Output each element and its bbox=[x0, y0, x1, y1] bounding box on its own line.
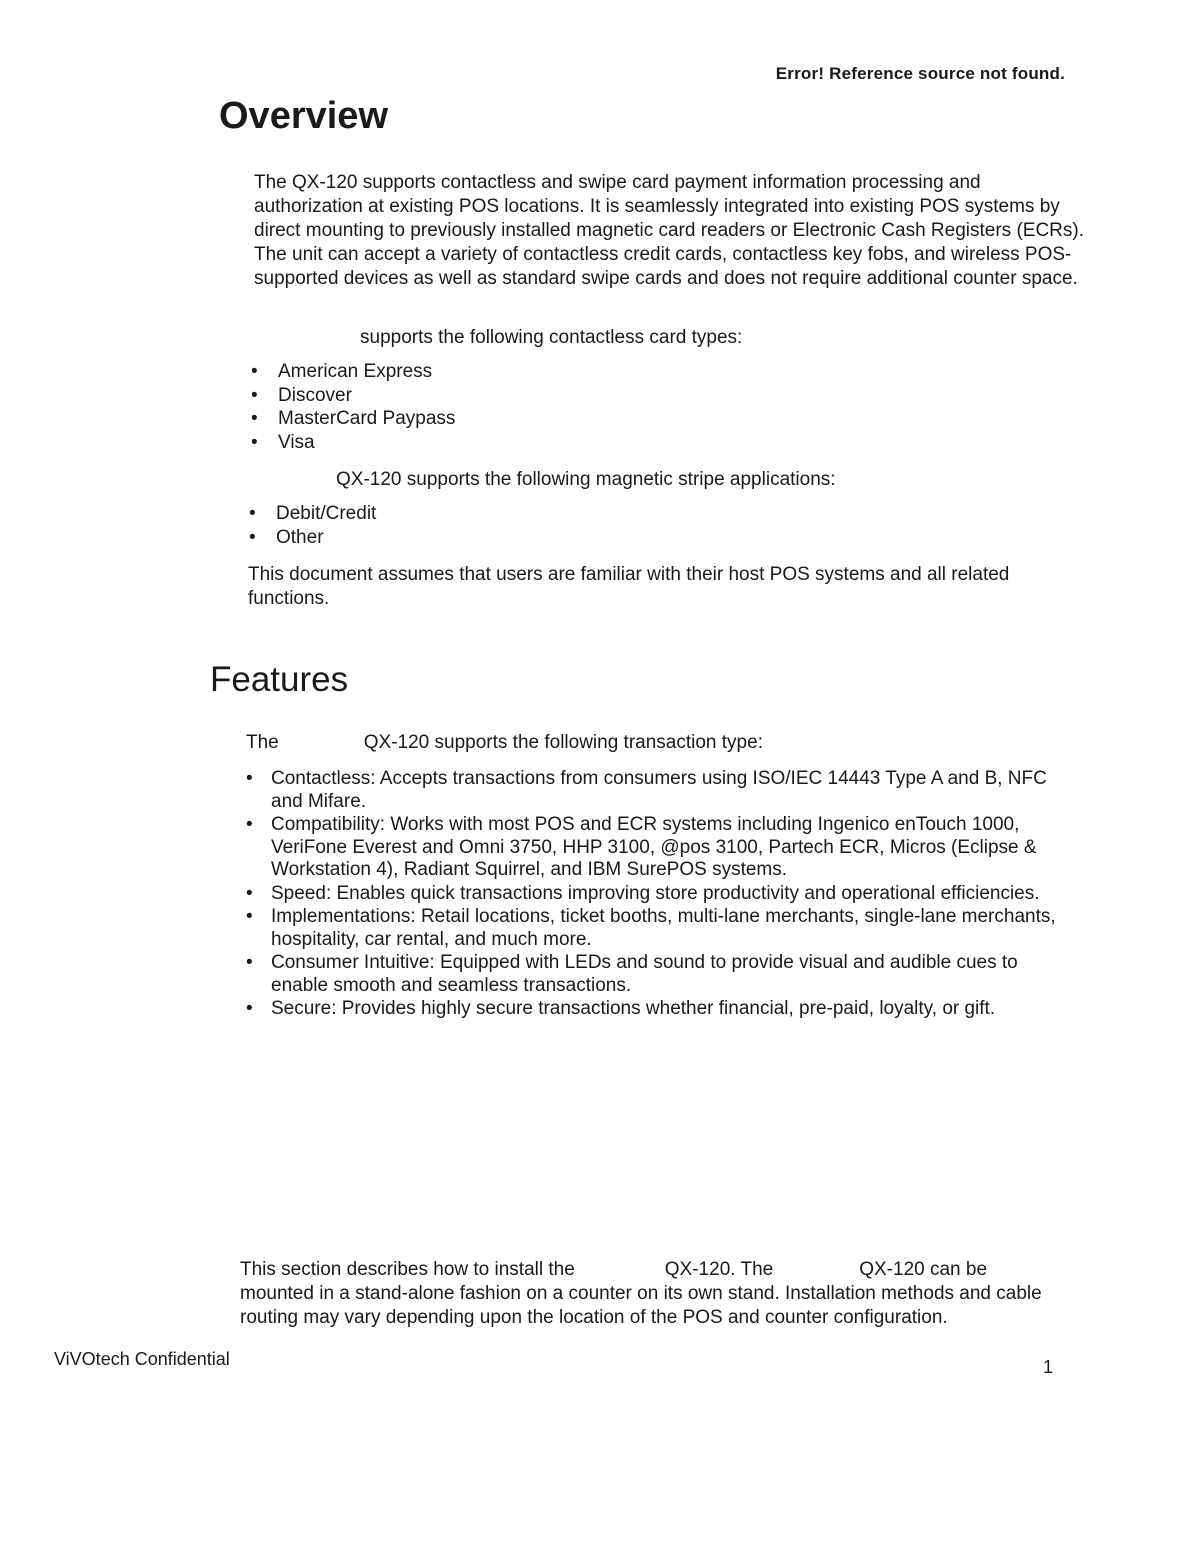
list-item: • Discover bbox=[248, 384, 455, 408]
magstripe-app-list bbox=[246, 502, 376, 549]
list-item: • Debit/Credit bbox=[246, 502, 376, 526]
features-list bbox=[243, 768, 1063, 1022]
installation-text bbox=[240, 1258, 1050, 1330]
contactless-card-list bbox=[248, 360, 455, 454]
assumption-text: This document assumes that users are familiar with their host POS systems and all related functions. bbox=[248, 564, 1010, 609]
features-lead bbox=[246, 731, 1046, 755]
magstripe-lead: QX-120 supports the following magnetic stripe applications: bbox=[336, 469, 836, 490]
features-title: Features bbox=[210, 660, 349, 699]
installation-part3: QX-120 can be mounted in a stand-alone fashion on a counter on its own stand. Installation methods and cable routing may vary depending upon the location of the POS and counter configuration. bbox=[240, 1259, 1042, 1328]
list-item: • American Express bbox=[248, 360, 455, 384]
list-item: • Other bbox=[246, 526, 376, 550]
installation-part1: This section describes how to install the bbox=[240, 1259, 575, 1280]
overview-title: Overview bbox=[219, 95, 388, 137]
list-item: • MasterCard Paypass bbox=[248, 407, 455, 431]
list-item: • Speed: Enables quick transactions improving store productivity and operational efficiencies. bbox=[243, 883, 1063, 906]
list-item: • Contactless: Accepts transactions from consumers using ISO/IEC 14443 Type A and B, NFC and Mifare. bbox=[243, 768, 1063, 813]
list-item: • Consumer Intuitive: Equipped with LEDs and sound to provide visual and audible cues to enable smooth and seamless transactions. bbox=[243, 952, 1063, 997]
list-item: • Compatibility: Works with most POS and ECR systems including Ingenico enTouch 1000, VeriFone Everest and Omni 3750, HHP 3100, @pos 3100, Partech ECR, Micros (Eclipse & Workstation 4), Radiant Squirrel, and IBM SurePOS systems. bbox=[243, 814, 1063, 882]
list-item: • Implementations: Retail locations, ticket booths, multi-lane merchants, single-lane merchants, hospitality, car rental, and much more. bbox=[243, 906, 1063, 951]
list-item: • Visa bbox=[248, 431, 455, 455]
header-reference-error: Error! Reference source not found. bbox=[775, 64, 1065, 83]
installation-part2: QX-120. The bbox=[664, 1259, 774, 1280]
features-lead-rest: QX-120 supports the following transaction type: bbox=[363, 732, 763, 753]
footer-confidential: ViVOtech Confidential bbox=[54, 1349, 230, 1369]
page-number: 1 bbox=[1043, 1357, 1054, 1377]
overview-intro: The QX-120 supports contactless and swipe card payment information processing and authorization at existing POS locations. It is seamlessly integrated into existing POS systems by direct mounting to previously installed magnetic card readers or Electronic Cash Registers (ECRs). The unit can accept a variety of contactless credit cards, contactless key fobs, and wireless POS-supported devices as well as standard swipe cards and does not require additional counter space. bbox=[254, 172, 1085, 289]
contactless-lead: supports the following contactless card types: bbox=[360, 327, 743, 348]
list-item: • Secure: Provides highly secure transactions whether financial, pre-paid, loyalty, or gift. bbox=[243, 998, 1063, 1021]
features-lead-the: The bbox=[246, 732, 279, 753]
